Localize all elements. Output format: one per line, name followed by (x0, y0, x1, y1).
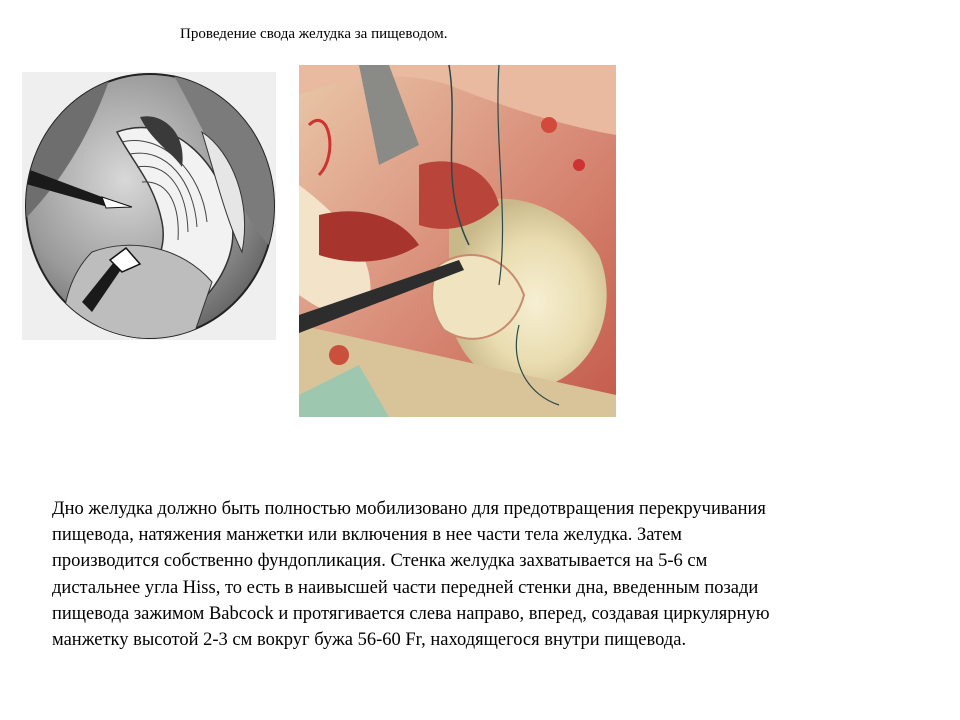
paragraph-line: пищевода, натяжения манжетки или включения в нее части тела желудка. Затем (52, 525, 683, 546)
slide-title: Проведение свода желудка за пищеводом. (180, 26, 448, 42)
paragraph-line: манжетку высотой 2-3 см вокруг бужа 56-60 Fr, находящегося внутри пищевода. (52, 630, 687, 651)
description-paragraph (52, 496, 912, 653)
paragraph-line: дистальнее угла Hiss, то есть в наивысшей части передней стенки дна, введенным позади (52, 577, 759, 598)
laparoscopic-diagram (22, 72, 276, 340)
paragraph-line: Дно желудка должно быть полностью мобилизовано для предотвращения перекручивания (52, 499, 766, 519)
paragraph-line: пищевода зажимом Babcock и протягивается слева направо, вперед, создавая циркулярную (52, 603, 770, 624)
surgical-photo (299, 65, 616, 417)
paragraph-line: производится собственно фундопликация. Стенка желудка захватывается на 5-6 см (52, 551, 708, 572)
